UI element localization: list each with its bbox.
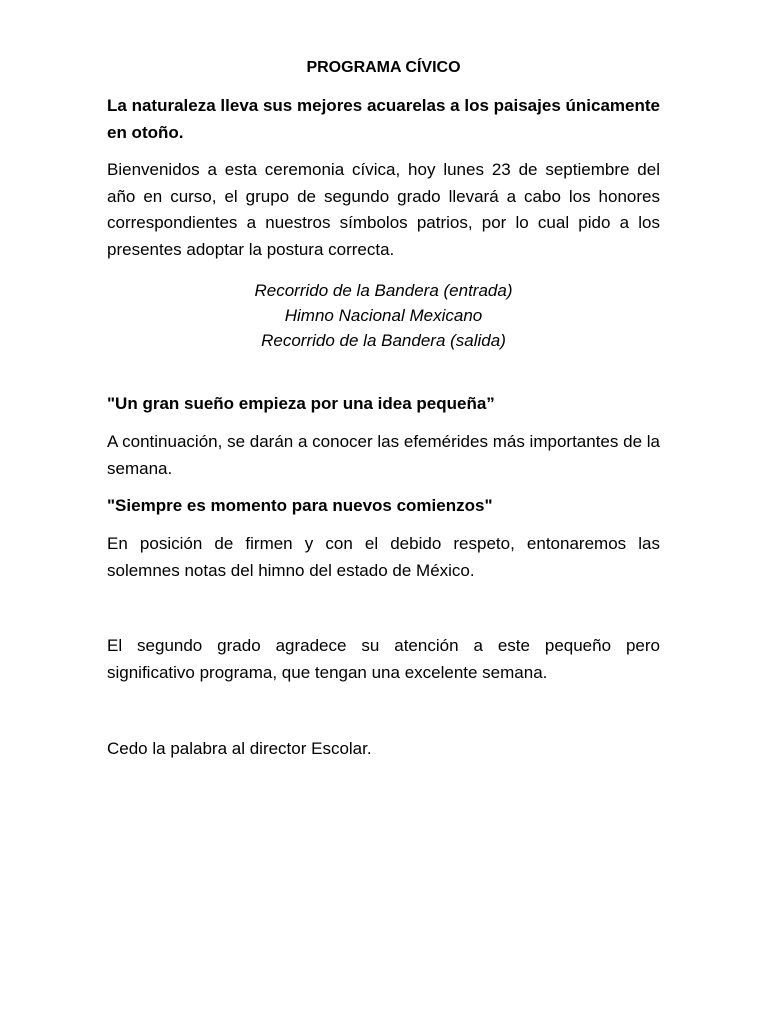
document-title: PROGRAMA CÍVICO bbox=[306, 59, 461, 76]
himno-estado-paragraph: En posición de firmen y con el debido respeto, entonaremos las solemnes notas del himno del estado de México. bbox=[107, 534, 660, 580]
agradecimiento-paragraph: El segundo grado agradece su atención a este pequeño pero significativo programa, que tengan una excelente semana. bbox=[107, 636, 660, 682]
efemerides-paragraph: A continuación, se darán a conocer las efemérides más importantes de la semana. bbox=[107, 432, 660, 478]
program-item: Recorrido de la Bandera (entrada) bbox=[254, 281, 513, 300]
quote-2: "Siempre es momento para nuevos comienzos" bbox=[107, 496, 493, 515]
program-list bbox=[107, 278, 660, 353]
welcome-paragraph: Bienvenidos a esta ceremonia cívica, hoy lunes 23 de septiembre del año en curso, el grupo de segundo grado llevará a cabo los honores correspondientes a nuestros símbolos patrios, por lo cual pido a los presentes adoptar la postura correcta. bbox=[107, 160, 660, 259]
quote-1: "Un gran sueño empieza por una idea pequeña” bbox=[107, 394, 495, 413]
program-item: Himno Nacional Mexicano bbox=[284, 306, 483, 325]
program-item: Recorrido de la Bandera (salida) bbox=[261, 331, 506, 350]
intro-quote: La naturaleza lleva sus mejores acuarelas a los paisajes únicamente en otoño. bbox=[107, 96, 660, 142]
cierre-paragraph: Cedo la palabra al director Escolar. bbox=[107, 739, 372, 758]
